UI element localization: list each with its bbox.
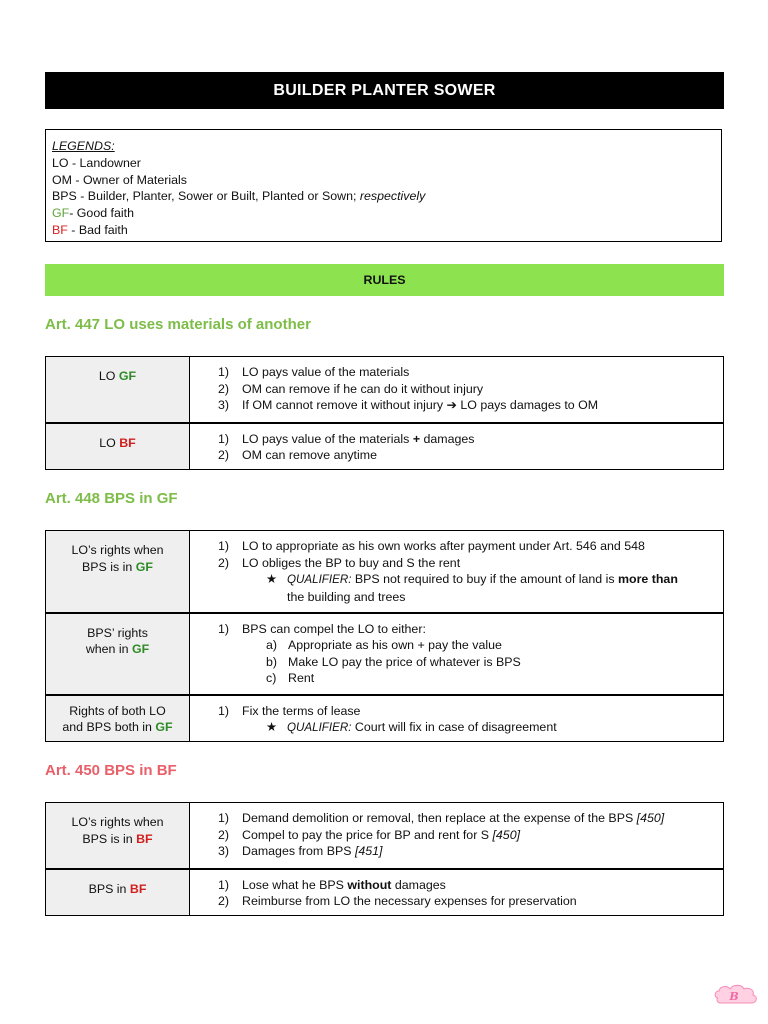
list-marker: 2) — [218, 827, 230, 842]
art-450-heading: Art. 450 BPS in BF — [45, 762, 177, 779]
list-marker: 2) — [218, 448, 230, 463]
legend-box — [45, 129, 722, 242]
list-item — [190, 703, 717, 720]
article-ref: [450] — [636, 811, 665, 825]
art-448-table — [45, 530, 724, 742]
list-item — [190, 538, 717, 555]
gf-tag: GF — [131, 642, 150, 657]
list-item-text: LO pays value of the materials — [242, 365, 410, 379]
row-label — [46, 613, 190, 695]
list-marker: 1) — [218, 621, 230, 636]
row-body — [190, 531, 724, 613]
list-item-text: Reimburse from LO the necessary expenses for preservation — [242, 894, 577, 909]
row-label — [46, 531, 190, 613]
list-item-text: Demand demolition or removal, then replace at the expense of the BPS — [242, 811, 637, 825]
list-marker: 1) — [218, 431, 230, 446]
sub-marker: c) — [266, 671, 277, 686]
sub-item-text: Make LO pay the price of whatever is BPS — [288, 654, 521, 669]
row-label-text: LO — [99, 435, 120, 450]
list-item-text: Fix the terms of lease — [242, 703, 361, 718]
list-item — [190, 621, 717, 687]
row-body — [190, 695, 724, 742]
list-item-text: OM can remove anytime — [242, 448, 377, 463]
row-label-text: Rights of both LO — [69, 703, 166, 718]
qualifier-label: QUALIFIER: — [287, 721, 352, 735]
list-marker: 3) — [218, 398, 230, 413]
gf-tag: GF — [118, 369, 137, 383]
row-label — [46, 869, 190, 916]
sub-list-item — [242, 637, 717, 654]
table-row — [46, 423, 724, 470]
art-447-heading: Art. 447 LO uses materials of another — [45, 316, 311, 333]
list-marker: 2) — [218, 555, 230, 570]
list-item-bold: without — [347, 877, 392, 892]
gf-tag: GF — [155, 720, 173, 735]
row-body — [190, 423, 724, 470]
table-row — [46, 869, 724, 916]
qualifier-text: Court will fix in case of disagreement — [351, 720, 557, 735]
bf-tag: BF — [129, 881, 147, 896]
table-row — [46, 531, 724, 613]
list-marker: 3) — [218, 844, 230, 859]
plus-sign: + — [412, 431, 421, 446]
qualifier-text: the building and trees — [287, 589, 406, 604]
row-label — [46, 695, 190, 742]
row-label-text: LO’s rights when — [71, 815, 164, 829]
list-item-text: If OM cannot remove it without injury ➔ LO pays damages to OM — [242, 398, 599, 413]
row-label — [46, 357, 190, 423]
row-label-text: BPS is in — [82, 559, 136, 574]
row-label-text: BPS in — [88, 881, 130, 896]
qualifier-label: QUALIFIER: — [287, 573, 352, 587]
list-marker: 1) — [218, 539, 230, 553]
gf-tag: GF — [135, 559, 153, 574]
list-marker: 1) — [218, 811, 230, 825]
qualifier — [190, 571, 717, 605]
sub-marker: a) — [266, 638, 278, 653]
row-label — [46, 803, 190, 869]
table-row — [46, 695, 724, 742]
bf-tag: BF — [136, 831, 153, 846]
row-label-text: LO’s rights when — [71, 543, 164, 557]
legend-gf-abbr: GF — [52, 206, 70, 221]
legend-lo: LO - Landowner — [52, 155, 141, 170]
list-item — [190, 364, 717, 381]
art-447-table — [45, 356, 724, 470]
list-item — [190, 381, 717, 398]
sub-item-text: Rent — [288, 671, 315, 686]
legend-bps-respectively: respectively — [359, 189, 426, 204]
star-icon: ★ — [266, 720, 278, 735]
list-item-text: BPS can compel the LO to either: — [242, 621, 426, 636]
brand-logo-icon — [712, 982, 760, 1008]
row-label — [46, 423, 190, 470]
legend-bf — [52, 222, 721, 239]
bf-tag: BF — [119, 435, 136, 450]
list-item — [190, 555, 717, 572]
list-item-text: damages — [420, 431, 475, 446]
legend-bps-text: BPS - Builder, Planter, Sower or Built, Planted or Sown; — [52, 189, 357, 204]
list-item — [190, 827, 717, 844]
rules-bar: RULES — [45, 264, 724, 296]
list-item-text: Compel to pay the price for BP and rent for S — [242, 827, 493, 842]
list-item — [190, 447, 717, 464]
legend-bps — [52, 188, 721, 205]
list-item-text: LO pays value of the materials — [242, 431, 413, 446]
qualifier-text: BPS not required to buy if the amount of land is — [351, 572, 618, 587]
list-item — [190, 810, 717, 827]
table-row — [46, 357, 724, 423]
svg-text:B: B — [729, 990, 739, 1003]
list-item-text: Lose what he BPS — [242, 877, 348, 892]
list-item — [190, 877, 717, 894]
sub-list-item — [242, 654, 717, 671]
sub-list-item — [242, 670, 717, 687]
sub-item-text: Appropriate as his own + pay the value — [288, 638, 502, 653]
sub-marker: b) — [266, 654, 278, 669]
list-item-text: LO obliges the BP to buy and S the rent — [242, 555, 461, 570]
row-label-text: when in — [85, 642, 132, 657]
legend-om: OM - Owner of Materials — [52, 172, 187, 187]
legend-gf — [52, 205, 721, 222]
list-marker: 1) — [218, 703, 230, 718]
qualifier — [190, 719, 717, 737]
art-448-heading: Art. 448 BPS in GF — [45, 490, 178, 507]
legend-header: LEGENDS: — [52, 139, 115, 153]
art-450-table — [45, 802, 724, 916]
list-item-text: LO to appropriate as his own works after payment under Art. 546 and 548 — [242, 539, 645, 553]
list-marker: 2) — [218, 381, 230, 396]
list-marker: 1) — [218, 365, 230, 379]
table-row — [46, 803, 724, 869]
row-body — [190, 803, 724, 869]
legend-bf-text: - Bad faith — [67, 222, 128, 237]
list-item — [190, 431, 717, 448]
row-body — [190, 869, 724, 916]
list-item-text: Damages from BPS — [242, 844, 355, 859]
row-label-text: BPS is in — [82, 831, 137, 846]
list-item — [190, 893, 717, 910]
qualifier-bold: more than — [618, 572, 678, 587]
article-ref: [451] — [354, 844, 383, 859]
legend-bf-abbr: BF — [52, 222, 68, 237]
row-body — [190, 613, 724, 695]
list-item-text: OM can remove if he can do it without injury — [242, 381, 484, 396]
row-body — [190, 357, 724, 423]
page-title: BUILDER PLANTER SOWER — [45, 72, 724, 109]
list-item — [190, 843, 717, 860]
row-label-text: BPS’ rights — [87, 625, 148, 640]
list-item — [190, 397, 717, 414]
legend-gf-text: - Good faith — [69, 206, 134, 221]
list-marker: 1) — [218, 877, 230, 892]
list-item-text: damages — [391, 877, 446, 892]
row-label-text: and BPS both in — [62, 720, 156, 735]
star-icon: ★ — [266, 572, 278, 587]
list-marker: 2) — [218, 894, 230, 909]
table-row — [46, 613, 724, 695]
row-label-text: LO — [98, 369, 119, 383]
article-ref: [450] — [492, 827, 521, 842]
